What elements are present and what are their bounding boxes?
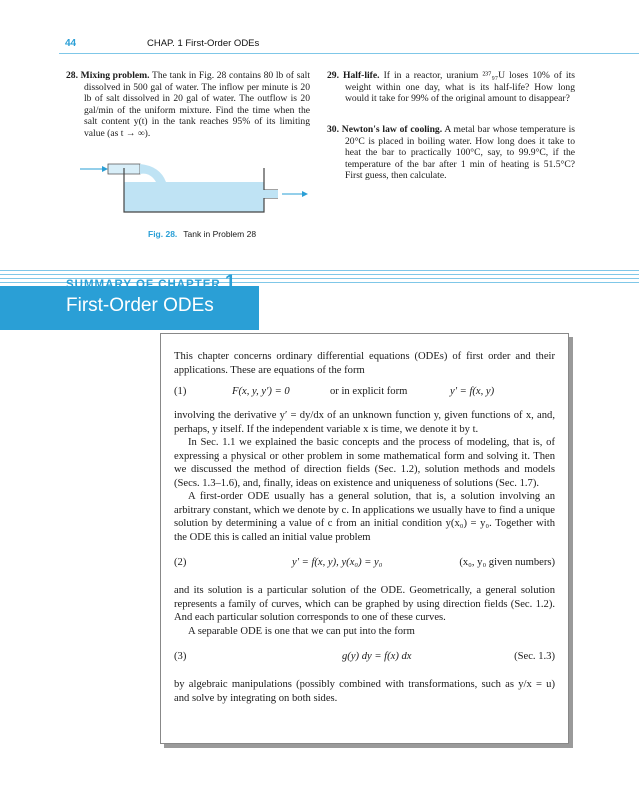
problem-28-number: 28. [66, 70, 78, 81]
problem-30-number: 30. [327, 124, 339, 135]
problem-28-title: Mixing problem. [80, 70, 150, 81]
summary-para-7: by algebraic manipulations (possibly combined with transformations, such as y/x = u) and solve by integrating on both sides. [174, 679, 555, 704]
problem-29-number: 29. [327, 70, 339, 81]
problem-30-title: Newton's law of cooling. [341, 124, 443, 135]
equation-3-number: (3) [174, 651, 187, 662]
summary-para-3: In Sec. 1.1 we explained the basic concepts and the process of modeling, that is, of expressing a physical or other problem in some mathematical form and solving it. Then we discussed the method of direction fields (Sec. 1.2), solution methods and models (Secs. 1.3–1.6), and, finally, ideas on existence and uniqueness of solutions (Sec. 1.7). [174, 437, 555, 489]
summary-para-4: A first-order ODE usually has a general solution, that is, a solution involving an arbitrary constant, which we denote by c. In applications we usually have to find a unique solution by determining a value of c from an initial condition y(x₀) = y₀. Together with the ODE this is called an initial value problem [174, 491, 555, 543]
summary-box [160, 333, 569, 744]
equation-2-note: (x₀, y₀ given numbers) [459, 557, 555, 568]
figure-label: Fig. 28. [148, 229, 178, 239]
summary-chapter-number: 1 [224, 272, 237, 293]
problem-28 [66, 70, 310, 140]
problem-29-text: If in a reactor, uranium ²³⁷₉₇U loses 10% of its weight within one day, what is its half-life? How long would it take for 99% of the original amount to disappear? [345, 70, 576, 105]
summary-label-text: SUMMARY OF CHAPTER [66, 279, 221, 291]
equation-3-main: g(y) dy = f(x) dx [342, 651, 412, 662]
problem-29-title: Half-life. [343, 70, 380, 81]
problem-29 [327, 70, 575, 105]
equation-2-main: y′ = f(x, y), y(x₀) = y₀ [292, 557, 383, 568]
running-head: CHAP. 1 First-Order ODEs [147, 38, 260, 49]
page-header [0, 38, 639, 52]
page-number: 44 [65, 38, 77, 49]
problem-30 [327, 124, 575, 182]
equation-2-number: (2) [174, 557, 187, 568]
inflow-arrowhead [102, 166, 108, 172]
problem-30-text: A metal bar whose temperature is 20°C is placed in boiling water. How long does it take to heat the bar to practically 100°C, say, to 99.9°C, if the temperature of the bar after 1 min of heating is 51.5°C? First guess, then calculate. [345, 124, 575, 182]
equation-1-middle: or in explicit form [330, 386, 408, 397]
equation-2 [174, 556, 555, 570]
summary-label [66, 272, 237, 294]
summary-para-2: involving the derivative y′ = dy/dx of an unknown function y, given functions of x, and, perhaps, y itself. If the independent variable x is time, we denote it by t. [174, 410, 555, 435]
summary-para-5: and its solution is a particular solution of the ODE. Geometrically, a general solution represents a family of curves, which can be graphed by using direction fields (Sec. 1.2). And each particular solution corresponds to one of these curves. [174, 585, 555, 623]
tank-figure [78, 158, 313, 220]
equation-1-left: F(x, y, y′) = 0 [232, 386, 290, 397]
equation-1-right: y′ = f(x, y) [450, 386, 495, 397]
summary-para-6: A separable ODE is one that we can put into the form [188, 625, 415, 637]
equation-3-ref: (Sec. 1.3) [514, 651, 555, 662]
summary-para-1: This chapter concerns ordinary differential equations (ODEs) of first order and their applications. These are equations of the form [174, 351, 555, 376]
outflow-arrowhead [302, 191, 308, 197]
header-rule [59, 53, 639, 54]
figure-caption [148, 229, 256, 239]
figure-caption-text: Tank in Problem 28 [183, 229, 257, 239]
inflow-stream [140, 164, 166, 182]
tank-water [124, 182, 264, 212]
problem-28-text: The tank in Fig. 28 contains 80 lb of salt dissolved in 500 gal of water. The inflow per minute is 20 lb of salt dissolved in 20 gal of water. The outflow is 20 gal/min of the uniform mixture. Find the time when the salt content y(t) in the tank reaches 95% of its limiting value (as t → ∞). [84, 70, 310, 139]
equation-1-number: (1) [174, 386, 187, 397]
summary-title: First-Order ODEs [66, 295, 214, 316]
equation-1 [174, 385, 555, 399]
equation-3 [174, 650, 555, 664]
